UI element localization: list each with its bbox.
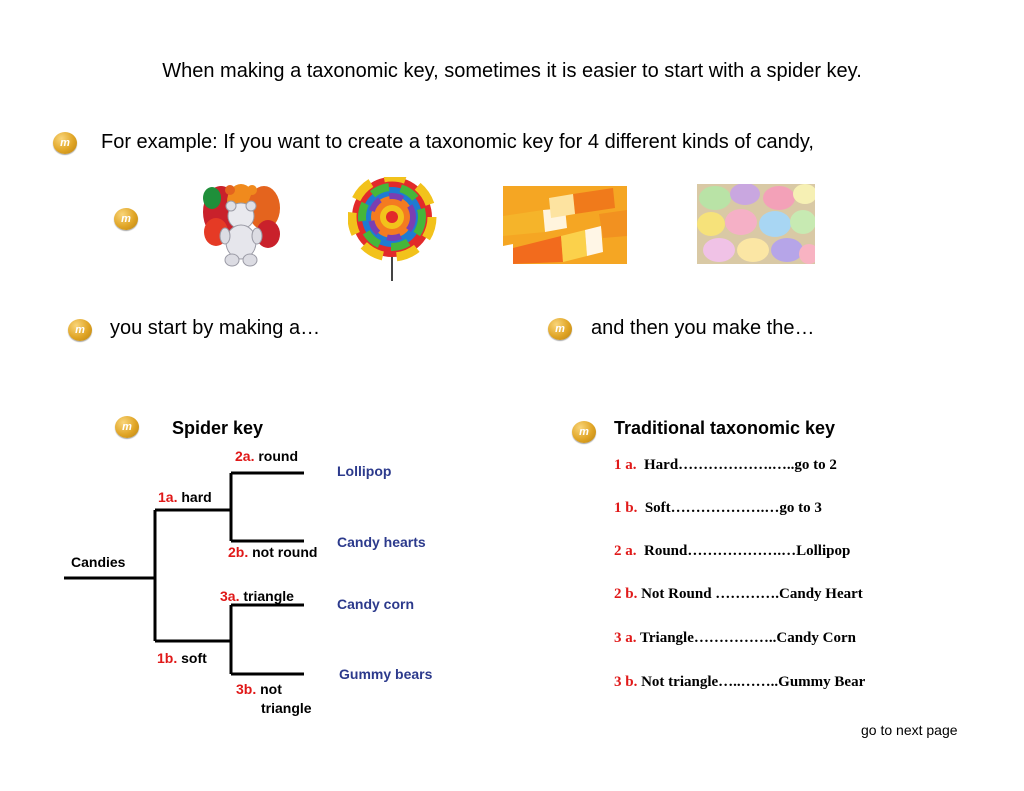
- couplet-number: 3a.: [220, 588, 240, 604]
- spider-couplet-3a: [220, 588, 294, 604]
- key-row-text: Triangle……………..Candy Corn: [636, 630, 856, 646]
- key-row-number: 2 a.: [614, 543, 637, 559]
- key-row-number: 2 b.: [614, 586, 638, 602]
- page-title: When making a taxonomic key, sometimes it is easier to start with a spider key.: [162, 60, 862, 82]
- key-row-number: 1 b.: [614, 500, 638, 516]
- couplet-number: 2a.: [235, 448, 255, 464]
- couplet-text: soft: [177, 650, 207, 666]
- spider-key-heading: Spider key: [172, 418, 264, 438]
- m-bullet-icon: m: [115, 416, 139, 438]
- m-bullet-icon: m: [53, 132, 77, 154]
- m-bullet-icon: m: [572, 421, 596, 443]
- spider-couplet-1a: [158, 489, 212, 505]
- key-row: [614, 630, 856, 647]
- key-row: [614, 586, 863, 603]
- example-text: For example: If you want to create a taxonomic key for 4 different kinds of candy,: [101, 131, 814, 153]
- start-text: you start by making a…: [110, 317, 321, 339]
- spider-couplet-2b: [228, 544, 317, 560]
- couplet-text: triangle: [239, 588, 294, 604]
- key-row-text: Soft……………….…go to 3: [637, 500, 822, 516]
- spider-couplet-2a: [235, 448, 298, 464]
- couplet-number: 3b.: [236, 681, 257, 697]
- spider-root-label: Candies: [71, 554, 126, 570]
- couplet-number: 1a.: [158, 489, 178, 505]
- m-bullet-icon: m: [548, 318, 572, 340]
- key-row-text: Hard……………….…..go to 2: [636, 457, 837, 473]
- key-row-text: Not triangle…..……..Gummy Bear: [637, 674, 866, 690]
- key-row: [614, 674, 865, 691]
- couplet-number: 1b.: [157, 650, 178, 666]
- spider-leaf-candy-hearts: Candy hearts: [337, 534, 426, 550]
- spider-couplet-3b-line2: triangle: [261, 700, 312, 716]
- key-row: [614, 457, 837, 474]
- couplet-text: hard: [177, 489, 212, 505]
- couplet-number: 2b.: [228, 544, 249, 560]
- spider-couplet-1b: [157, 650, 207, 666]
- then-text: and then you make the…: [591, 317, 815, 339]
- key-row-text: Not Round ………….Candy Heart: [637, 586, 863, 602]
- key-row-number: 1 a.: [614, 457, 637, 473]
- spider-couplet-3b: [236, 681, 282, 697]
- key-row: [614, 500, 822, 517]
- couplet-text: not round: [248, 544, 318, 560]
- key-row-number: 3 b.: [614, 674, 638, 690]
- m-bullet-icon: m: [114, 208, 138, 230]
- key-row: [614, 543, 850, 560]
- spider-leaf-candy-corn: Candy corn: [337, 596, 415, 612]
- next-page-link[interactable]: go to next page: [861, 722, 958, 738]
- spider-leaf-lollipop: Lollipop: [337, 463, 392, 479]
- couplet-text: not: [256, 681, 282, 697]
- m-bullet-icon: m: [68, 319, 92, 341]
- key-row-number: 3 a.: [614, 630, 637, 646]
- spider-leaf-gummy-bears: Gummy bears: [339, 666, 433, 682]
- traditional-key-heading: Traditional taxonomic key: [614, 418, 836, 438]
- couplet-text: round: [254, 448, 299, 464]
- key-row-text: Round……………….…Lollipop: [636, 543, 851, 559]
